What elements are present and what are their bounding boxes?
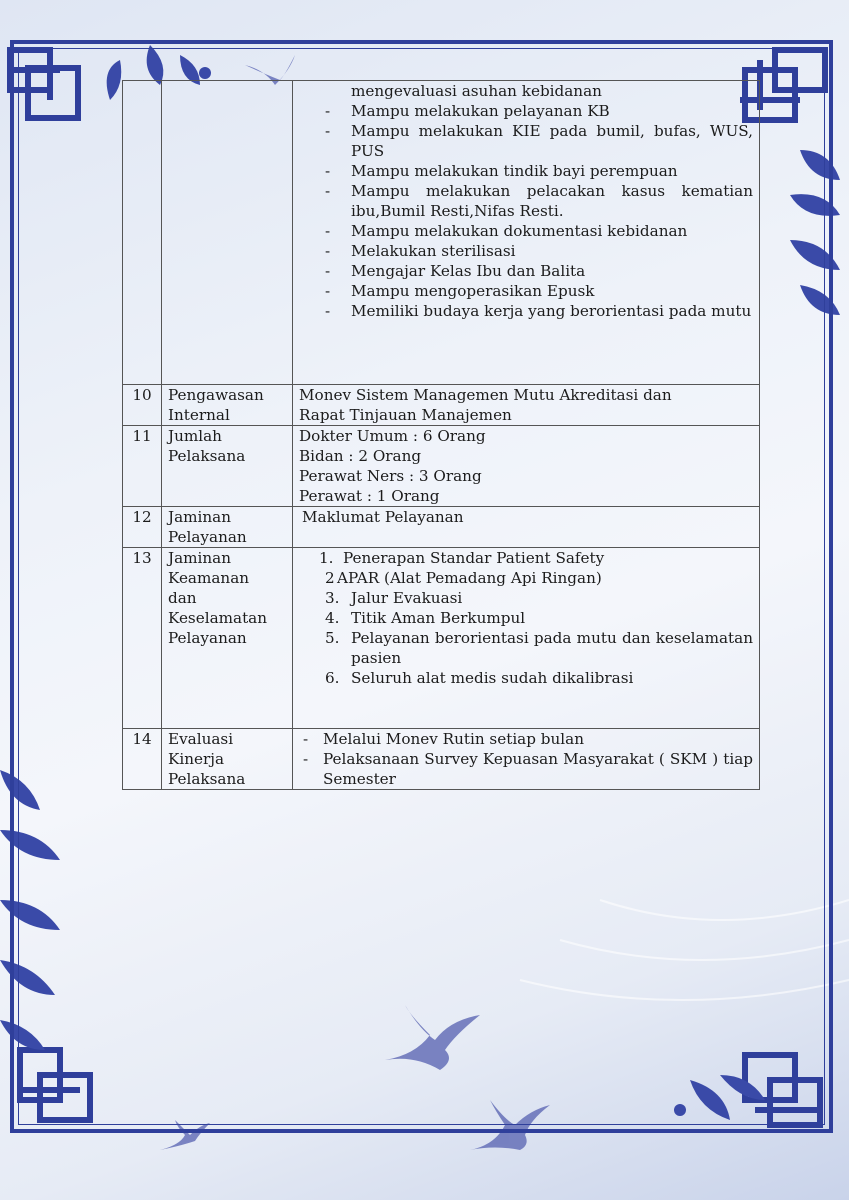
table-row-14	[123, 729, 760, 790]
list-item: - Mampu mengoperasikan Epusk	[299, 281, 753, 301]
label-line: Evaluasi	[168, 730, 234, 748]
row-content	[293, 507, 760, 548]
list-item: - Melakukan sterilisasi	[299, 241, 753, 261]
table-row-13	[123, 548, 760, 729]
content-line: Perawat Ners : 3 Orang	[299, 467, 482, 485]
row-content-cell	[293, 81, 760, 385]
row-content	[293, 426, 760, 507]
competency-list	[299, 101, 753, 321]
label-line: Pelaksana	[168, 770, 246, 788]
content-line: Rapat Tinjauan Manajemen	[299, 406, 512, 424]
label-line: Keselamatan	[168, 609, 268, 627]
list-item: - Mampu melakukan pelayanan KB	[299, 101, 753, 121]
list-item: - Mampu melakukan KIE pada bumil, bufas, WUS, PUS	[299, 121, 753, 161]
table-row-continued	[123, 81, 760, 385]
row-number: 12	[123, 507, 162, 548]
row-label: Pengawasan Internal	[162, 385, 293, 426]
row-number: 14	[123, 729, 162, 790]
label-line: Jaminan	[168, 549, 232, 567]
content-line: Monev Sistem Managemen Mutu Akreditasi dan	[299, 386, 672, 404]
row-number: 10	[123, 385, 162, 426]
list-item: 2 APAR (Alat Pemadang Api Ringan)	[325, 569, 602, 587]
content-text: Maklumat Pelayanan	[302, 508, 464, 526]
table-row-11	[123, 426, 760, 507]
row-label-cell	[162, 81, 293, 385]
row-label	[162, 548, 293, 729]
list-item: - Mampu melakukan pelacakan kasus kematian ibu,Bumil Resti,Nifas Resti.	[299, 181, 753, 221]
label-line: dan	[168, 589, 197, 607]
row-label	[162, 729, 293, 790]
evaluation-list	[299, 729, 753, 789]
row-content	[293, 548, 760, 729]
list-item: - Pelaksanaan Survey Kepuasan Masyarakat ( SKM ) tiap Semester	[299, 749, 753, 789]
list-item: - Mampu melakukan tindik bayi perempuan	[299, 161, 753, 181]
list-item: 6. Seluruh alat medis sudah dikalibrasi	[325, 669, 634, 687]
list-item: 1. Penerapan Standar Patient Safety	[319, 549, 605, 567]
label-line: Pelayanan	[168, 629, 247, 647]
list-item: 3. Jalur Evakuasi	[325, 589, 463, 607]
content-line: Dokter Umum : 6 Orang	[299, 427, 486, 445]
list-lead-line: mengevaluasi asuhan kebidanan	[351, 82, 602, 100]
table-row-12	[123, 507, 760, 548]
list-item: - Mengajar Kelas Ibu dan Balita	[299, 261, 753, 281]
content-line: Bidan : 2 Orang	[299, 447, 422, 465]
row-number-cell	[123, 81, 162, 385]
list-item: - Melalui Monev Rutin setiap bulan	[299, 729, 753, 749]
safety-list	[299, 548, 753, 688]
row-label: Jaminan Pelayanan	[162, 507, 293, 548]
list-item: - Mampu melakukan dokumentasi kebidanan	[299, 221, 753, 241]
row-number: 11	[123, 426, 162, 507]
label-line: Kinerja	[168, 750, 224, 768]
list-item: - Memiliki budaya kerja yang berorientasi pada mutu	[299, 301, 753, 321]
content-line: Perawat : 1 Orang	[299, 487, 440, 505]
row-content	[293, 385, 760, 426]
row-content	[293, 729, 760, 790]
list-item: 5. Pelayanan berorientasi pada mutu dan keselamatan pasien	[325, 629, 753, 667]
table-row-10	[123, 385, 760, 426]
service-standard-table	[122, 80, 760, 790]
label-line: Keamanan	[168, 569, 250, 587]
row-number: 13	[123, 548, 162, 729]
list-item: 4. Titik Aman Berkumpul	[325, 609, 526, 627]
row-label: Jumlah Pelaksana	[162, 426, 293, 507]
